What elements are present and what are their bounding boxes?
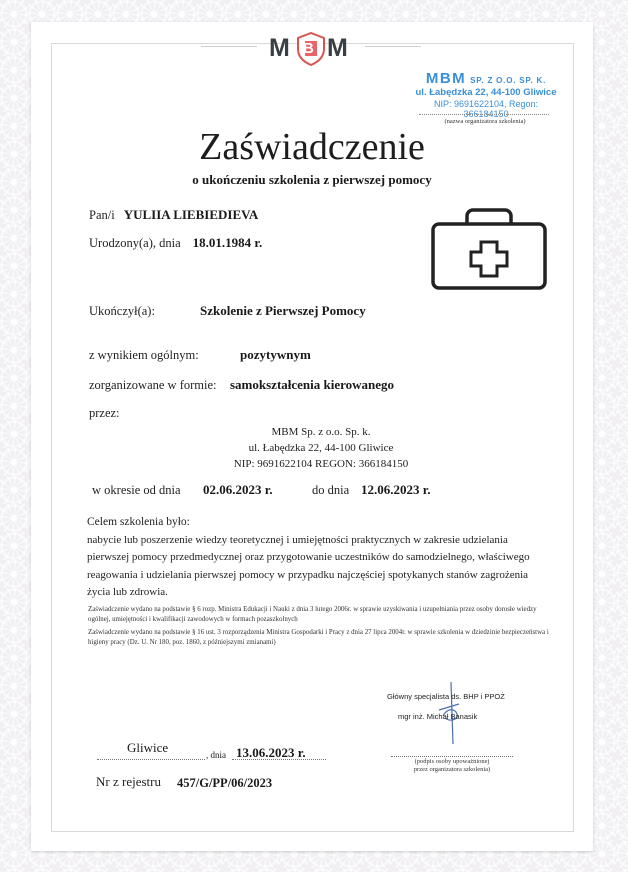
- signature-caption: [391, 758, 513, 774]
- signature-caption-line2: przez organizatora szkolenia): [413, 766, 491, 773]
- stamp-address: ul. Łabędzka 22, 44-100 Gliwice: [415, 87, 557, 98]
- completed-value-wrap: [200, 302, 366, 320]
- logo-letter-m-right: M: [327, 34, 348, 62]
- issue-place: Gliwice: [127, 740, 169, 755]
- completed-label: Ukończył(a):: [89, 304, 155, 318]
- issue-date: 13.06.2023 r.: [236, 745, 306, 760]
- legal-basis-1: Zaświadczenie wydano na podstawie § 6 rozp. Ministra Edukacji i Nauki z dnia 3 lutego 2006r. w sprawie uzyskiwania i uzupełniania przez osoby dorosłe wiedzy ogólnej, umiejętności i kwalifikacji zawodowych w formach pozaszkolnych: [88, 606, 537, 623]
- form-value-wrap: [230, 376, 394, 394]
- period-from-wrap: [203, 481, 273, 499]
- mbm-logo: [269, 32, 355, 64]
- period-from-date: 02.06.2023 r.: [203, 482, 273, 497]
- registry-number-wrap: [177, 774, 272, 792]
- stamp-ids: NIP: 9691622104, Regon: 366184150: [433, 99, 539, 119]
- certificate-page: [31, 22, 593, 851]
- stamp-dotted-line: [419, 114, 549, 115]
- period-to-label: do dnia: [312, 483, 350, 497]
- place-dotted-line: [97, 759, 205, 760]
- period-from-label: w okresie od dnia: [92, 483, 181, 497]
- signature-dotted-line: [391, 756, 513, 757]
- birth-date: 18.01.1984 r.: [192, 235, 263, 250]
- signatory-title: Główny specjalista ds. BHP i PPOŻ: [387, 692, 505, 701]
- purpose-heading: Celem szkolenia było:: [87, 516, 190, 528]
- signatory-name: mgr inż. Michał Banasik: [398, 712, 478, 721]
- completed-value: Szkolenie z Pierwszej Pomocy: [200, 303, 366, 318]
- form-label: zorganizowane w formie:: [89, 378, 217, 392]
- logo-letter-b: B: [303, 40, 314, 57]
- birth-row: [89, 234, 262, 252]
- organizer-name: MBM Sp. z o.o. Sp. k.: [271, 426, 371, 438]
- birth-label: Urodzony(a), dnia: [89, 236, 181, 250]
- organizer-stamp: [411, 70, 561, 119]
- person-label: Pan/i: [89, 208, 115, 222]
- stamp-company-suffix: SP. Z O.O. SP. K.: [470, 76, 547, 85]
- document-title: Zaświadczenie: [199, 126, 425, 168]
- registry-number: 457/G/PP/06/2023: [177, 776, 273, 790]
- logo-letter-m-left: M: [269, 34, 290, 62]
- organizer-ids: NIP: 9691622104 REGON: 366184150: [233, 458, 409, 470]
- logo-divider-right: [365, 46, 421, 47]
- organizer-address: ul. Łabędzka 22, 44-100 Gliwice: [248, 442, 394, 454]
- form-row: [89, 376, 217, 394]
- period-from-row: [92, 481, 181, 499]
- by-label: przez:: [89, 406, 120, 420]
- organizer-block: [201, 424, 441, 472]
- result-label: z wynikiem ogólnym:: [89, 348, 199, 362]
- result-value-wrap: [240, 346, 311, 364]
- period-to-date: 12.06.2023 r.: [361, 482, 431, 497]
- result-row: [89, 346, 199, 364]
- logo-divider-left: [201, 46, 257, 47]
- legal-basis-2: Zaświadczenie wydano na podstawie § 16 ust. 3 rozporządzenia Ministra Gospodarki i Pracy z dnia 27 lipca 2004r. w sprawie szkolenia w dziedzinie bezpieczeństwa i higieny pracy (Dz. U. Nr 180, poz. 1860, z późniejszymi zmianami): [88, 629, 549, 646]
- registry-row: [96, 773, 161, 791]
- form-value: samokształcenia kierowanego: [230, 377, 395, 392]
- person-name: YULIIA LIEBIEDIEVA: [123, 207, 259, 222]
- period-to-wrap: [361, 481, 431, 499]
- stamp-caption: (nazwa organizatora szkolenia): [444, 118, 526, 125]
- person-row: [89, 206, 258, 224]
- completed-row: [89, 302, 155, 320]
- stamp-company-name: MBM: [425, 70, 467, 87]
- document-subtitle: o ukończeniu szkolenia z pierwszej pomocy: [192, 172, 432, 187]
- first-aid-kit-icon: [429, 206, 549, 292]
- purpose-text: nabycie lub poszerzenie wiedzy teoretycznej i umiejętności praktycznych w zakresie udzielania pierwszej pomocy przedmedycznej oraz przygotowanie uczestników do samodzielnego, właściwego reagowania i udzielania pierwszej pomocy w przypadku najczęściej spotykanych stanów zagrożenia życia lub zdrowia.: [87, 533, 530, 599]
- period-to-row: [312, 481, 349, 499]
- issue-date-label: , dnia: [206, 750, 226, 760]
- result-value: pozytywnym: [240, 347, 311, 362]
- registry-label: Nr z rejestru: [96, 774, 161, 789]
- signature-caption-line1: (podpis osoby upoważnionej: [414, 758, 490, 765]
- purpose-block: [87, 514, 547, 602]
